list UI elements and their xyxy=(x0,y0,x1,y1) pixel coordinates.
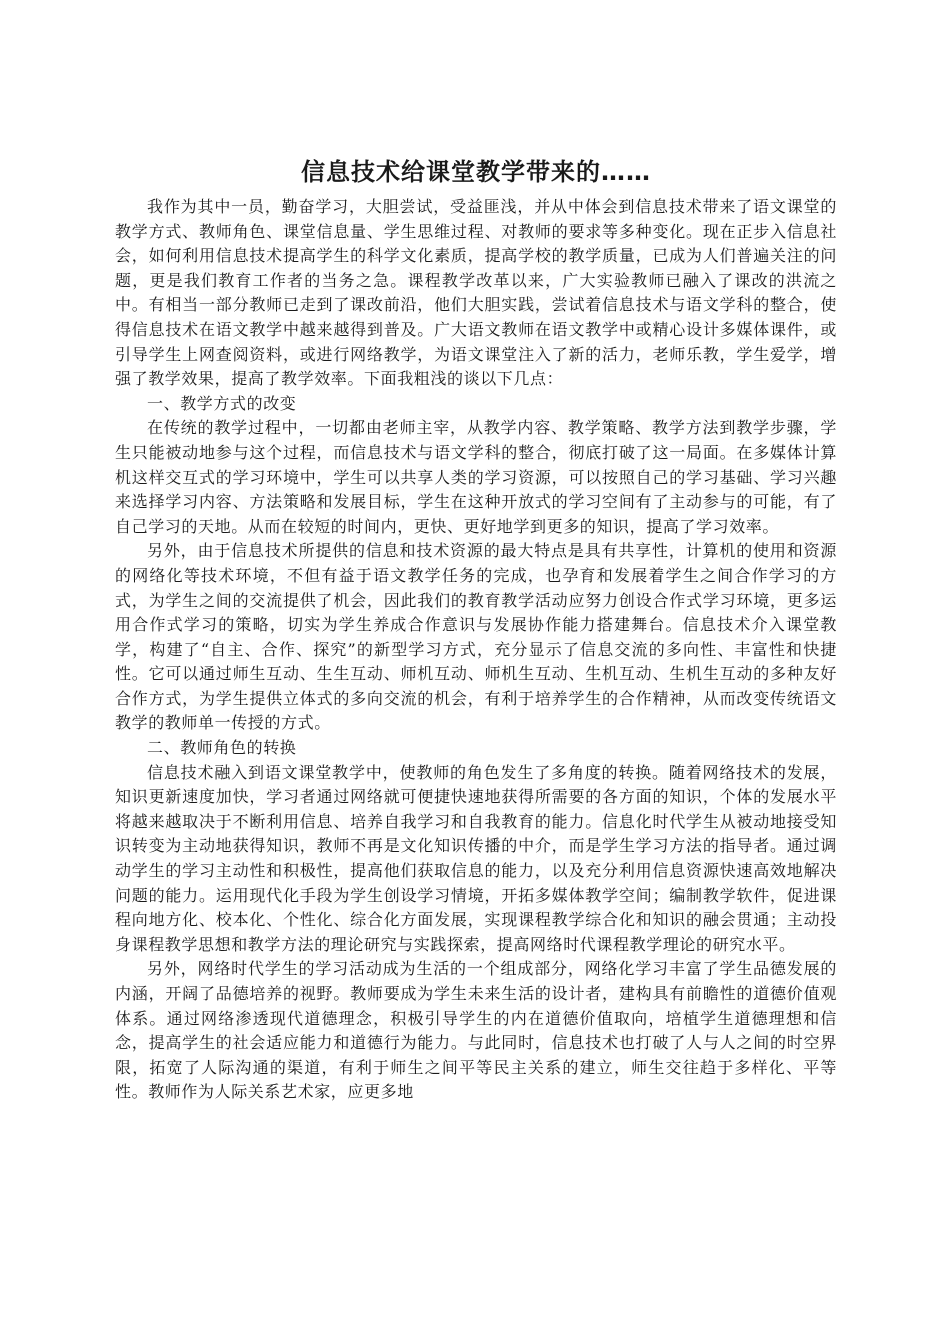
body-paragraph: 另外，由于信息技术所提供的信息和技术资源的最大特点是具有共享性，计算机的使用和资源的网络化等技术环境，不但有益于语文教学任务的完成，也孕育和发展着学生之间合作学习的方式，为学生之间的交流提供了机会，因此我们的教育教学活动应努力创设合作式学习环境，更多运用合作式学习的策略，切实为学生养成合作意识与发展协作能力搭建舞台。信息技术介入课堂教学，构建了“自主、合作、探究”的新型学习方式，充分显示了信息交流的多向性、丰富性和快捷性。它可以通过师生互动、生生互动、师机互动、师机生互动、生机互动、生机生互动的多种友好合作方式，为学生提供立体式的多向交流的机会，有利于培养学生的合作精神，从而改变传统语文教学的教师单一传授的方式。 xyxy=(115,541,837,733)
body-paragraph: 另外，网络时代学生的学习活动成为生活的一个组成部分，网络化学习丰富了学生品德发展的内涵，开阔了品德培养的视野。教师要成为学生未来生活的设计者，建构具有前瞻性的道德价值观体系。通过网络渗透现代道德理念，积极引导学生的内在道德价值取向，培植学生道德理想和信念，提高学生的社会适应能力和道德行为能力。与此同时，信息技术也打破了人与人之间的时空界限，拓宽了人际沟通的渠道，有利于师生之间平等民主关系的建立，师生交往趋于多样化、平等性。教师作为人际关系艺术家，应更多地 xyxy=(115,959,837,1102)
body-paragraph: 信息技术融入到语文课堂教学中，使教师的角色发生了多角度的转换。随着网络技术的发展，知识更新速度加快，学习者通过网络就可便捷快速地获得所需要的各方面的知识，个体的发展水平将越来越取决于不断利用信息、培养自我学习和自我教育的能力。信息化时代学生从被动地接受知识转变为主动地获得知识，教师不再是文化知识传播的中介，而是学生学习方法的指导者。通过调动学生的学习主动性和积极性，提高他们获取信息的能力，以及充分利用信息资源快速高效地解决问题的能力。运用现代化手段为学生创设学习情境，开拓多媒体教学空间；编制教学软件，促进课程向地方化、校本化、个性化、综合化方面发展，实现课程教学综合化和知识的融会贯通；主动投身课程教学思想和教学方法的理论研究与实践探索，提高网络时代课程教学理论的研究水平。 xyxy=(115,762,837,954)
section-heading-teaching-method: 一、教学方式的改变 xyxy=(147,393,297,413)
body-paragraph: 在传统的教学过程中，一切都由老师主宰，从教学内容、教学策略、教学方法到教学步骤，学生只能被动地参与这个过程，而信息技术与语文学科的整合，彻底打破了这一局面。在多媒体计算机这样交互式的学习环境中，学生可以共享人类的学习资源，可以按照自己的学习基础、学习兴趣来选择学习内容、方法策略和发展目标，学生在这种开放式的学习空间有了主动参与的可能，有了自己学习的天地。从而在较短的时间内，更快、更好地学到更多的知识，提高了学习效率。 xyxy=(115,418,837,536)
section-heading-teacher-role: 二、教师角色的转换 xyxy=(147,738,297,758)
document-body xyxy=(115,155,837,1105)
document-title: 信息技术给课堂教学带来的…… xyxy=(301,158,651,186)
intro-paragraph: 我作为其中一员，勤奋学习，大胆尝试，受益匪浅，并从中体会到信息技术带来了语文课堂的教学方式、教师角色、课堂信息量、学生思维过程、对教师的要求等多种变化。现在正步入信息社会，如何利用信息技术提高学生的科学文化素质，提高学校的教学质量，已成为人们普遍关注的问题，更是我们教育工作者的当务之急。课程教学改革以来，广大实验教师已融入了课改的洪流之中。有相当一部分教师已走到了课改前沿，他们大胆实践，尝试着信息技术与语文学科的整合，使得信息技术在语文教学中越来越得到普及。广大语文教师在语文教学中或精心设计多媒体课件，或引导学生上网查阅资料，或进行网络教学，为语文课堂注入了新的活力，老师乐教，学生爱学，增强了教学效果，提高了教学效率。下面我粗浅的谈以下几点： xyxy=(115,197,837,389)
